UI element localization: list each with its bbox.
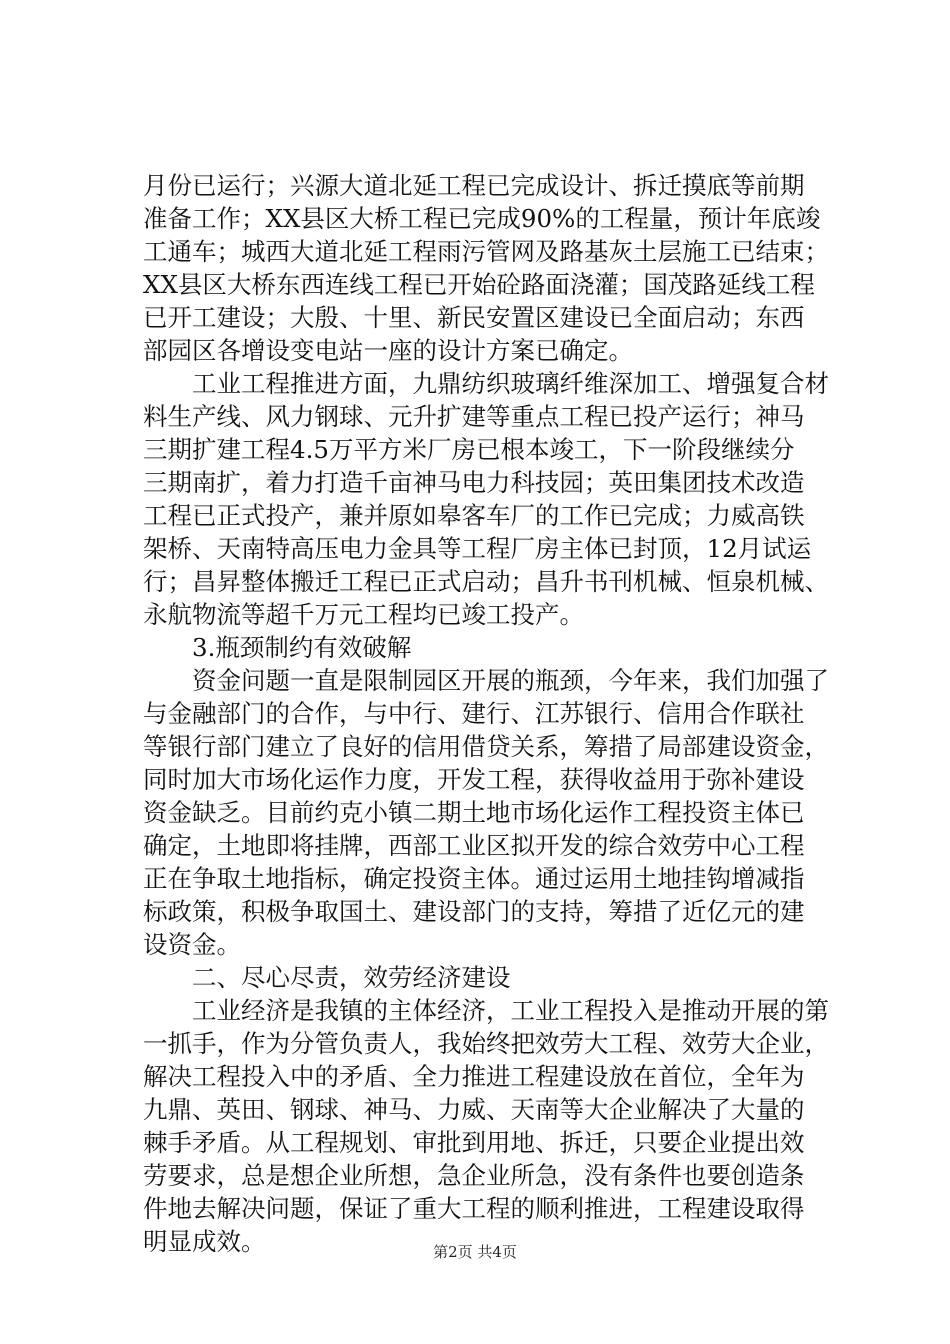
text-line: 三期南扩，着力打造千亩神马电力科技园；英田集团技术改造 (143, 468, 805, 497)
text-line: 解决工程投入中的矛盾、全力推进工程建设放在首位，全年为 (143, 1062, 805, 1091)
text-line: 料生产线、风力钢球、元升扩建等重点工程已投产运行；神马 (143, 402, 805, 431)
text-line: 资金缺乏。目前约克小镇二期土地市场化运作工程投资主体已 (143, 798, 805, 827)
text-line: 等银行部门建立了良好的信用借贷关系，筹措了局部建设资金， (143, 732, 829, 761)
text-line: 行；昌昇整体搬迁工程已正式启动；昌升书刊机械、恒泉机械、 (143, 567, 829, 596)
paragraph-start: 工业工程推进方面，九鼎纺织玻璃纤维深加工、增强复合材 (143, 369, 829, 398)
section-heading: 二、尽心尽责，效劳经济建设 (143, 963, 511, 992)
text-line: 与金融部门的合作，与中行、建行、江苏银行、信用合作联社 (143, 699, 805, 728)
text-line: 架桥、天南特高压电力金具等工程厂房主体已封顶，12月试运 (143, 534, 812, 563)
paragraph-start: 工业经济是我镇的主体经济，工业工程投入是推动开展的第 (143, 996, 829, 1025)
text-line: 正在争取土地指标，确定投资主体。通过运用土地挂钩增减指 (143, 864, 805, 893)
text-line: 明显成效。 (143, 1227, 266, 1256)
text-line: 九鼎、英田、钢球、神马、力威、天南等大企业解决了大量的 (143, 1095, 805, 1124)
text-line: 件地去解决问题，保证了重大工程的顺利推进，工程建设取得 (143, 1194, 805, 1223)
text-line: 工通车；城西大道北延工程雨污管网及路基灰土层施工已结束； (143, 237, 829, 266)
page-number-footer: 第2页 共4页 (433, 1243, 517, 1261)
text-line: 棘手矛盾。从工程规划、审批到用地、拆迁，只要企业提出效 (143, 1128, 805, 1157)
text-line: 设资金。 (143, 930, 241, 959)
text-line: 标政策，积极争取国土、建设部门的支持，筹措了近亿元的建 (143, 897, 805, 926)
text-line: 已开工建设；大殷、十里、新民安置区建设已全面启动；东西 (143, 303, 805, 332)
paragraph-start: 资金问题一直是限制园区开展的瓶颈，今年来，我们加强了 (143, 666, 829, 695)
text-line: 三期扩建工程4.5万平方米厂房已根本竣工，下一阶段继续分 (143, 435, 795, 464)
text-line: 永航物流等超千万元工程均已竣工投产。 (143, 600, 584, 629)
text-line: 劳要求，总是想企业所想，急企业所急，没有条件也要创造条 (143, 1161, 805, 1190)
text-line: 准备工作；XX县区大桥工程已完成90%的工程量，预计年底竣 (143, 204, 821, 233)
text-line: XX县区大桥东西连线工程已开始砼路面浇灌；国茂路延线工程 (143, 270, 815, 299)
text-line: 确定，土地即将挂牌，西部工业区拟开发的综合效劳中心工程 (143, 831, 805, 860)
text-line: 同时加大市场化运作力度，开发工程，获得收益用于弥补建设 (143, 765, 805, 794)
text-line: 月份已运行；兴源大道北延工程已完成设计、拆迁摸底等前期 (143, 171, 805, 200)
section-heading: 3.瓶颈制约有效破解 (143, 633, 412, 662)
text-line: 部园区各增设变电站一座的设计方案已确定。 (143, 336, 633, 365)
text-line: 一抓手，作为分管负责人，我始终把效劳大工程、效劳大企业， (143, 1029, 829, 1058)
text-line: 工程已正式投产，兼并原如皋客车厂的工作已完成；力威高铁 (143, 501, 805, 530)
